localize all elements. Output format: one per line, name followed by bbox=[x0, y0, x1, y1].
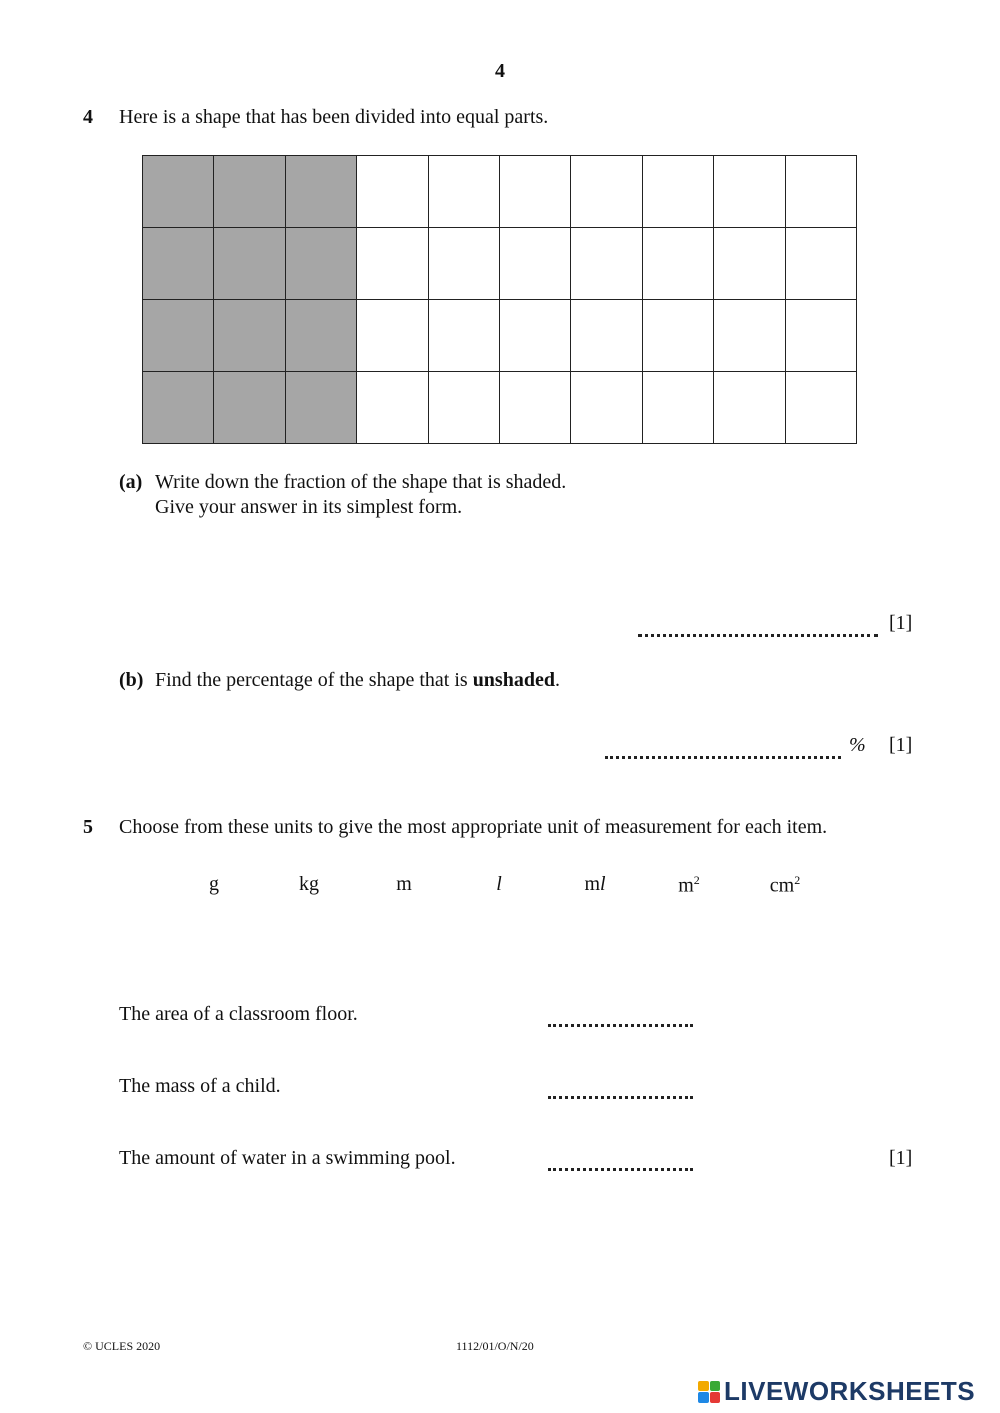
unit-m: m bbox=[396, 873, 412, 895]
grid-cell bbox=[571, 300, 642, 372]
answer-line-a[interactable] bbox=[638, 634, 878, 637]
answer-line-item-2[interactable] bbox=[548, 1096, 693, 1099]
part-b-text-bold: unshaded bbox=[472, 669, 555, 691]
grid-cell bbox=[786, 156, 857, 228]
part-b-text bbox=[155, 669, 560, 692]
brand-text: LIVEWORKSHEETS bbox=[724, 1376, 976, 1406]
part-b-text-start: Find the percentage of the shape that is bbox=[155, 669, 473, 691]
part-b-label: (b) bbox=[119, 669, 144, 691]
grid-cell bbox=[500, 300, 571, 372]
grid-cell bbox=[429, 228, 500, 300]
unit-cm2-base: cm bbox=[769, 874, 795, 897]
question-4-text: Here is a shape that has been divided into equal parts. bbox=[119, 106, 549, 128]
percent-sign: % bbox=[849, 734, 866, 756]
grid-cell-shaded bbox=[286, 372, 357, 444]
grid-cell bbox=[643, 300, 714, 372]
grid-cell bbox=[786, 228, 857, 300]
part-b-text-end: . bbox=[554, 669, 560, 691]
unit-m2 bbox=[659, 873, 719, 898]
grid-cell bbox=[714, 228, 785, 300]
question-5-number: 5 bbox=[83, 816, 93, 838]
item-2-text: The mass of a child. bbox=[119, 1075, 281, 1097]
grid-cell bbox=[357, 300, 428, 372]
grid-cell-shaded bbox=[214, 372, 285, 444]
footer-copyright: © UCLES 2020 bbox=[83, 1339, 161, 1353]
grid-cell-shaded bbox=[214, 228, 285, 300]
grid-cell bbox=[429, 300, 500, 372]
page-number: 4 bbox=[495, 60, 505, 82]
grid-cell-shaded bbox=[214, 300, 285, 372]
unit-m2-exponent: 2 bbox=[693, 873, 700, 887]
answer-line-b[interactable] bbox=[605, 756, 841, 759]
grid-cell bbox=[643, 372, 714, 444]
grid-cell bbox=[500, 156, 571, 228]
grid-cell bbox=[429, 156, 500, 228]
unit-ml bbox=[565, 873, 625, 896]
grid-cell bbox=[357, 156, 428, 228]
part-a-marks: [1] bbox=[889, 612, 913, 634]
unit-m2-base: m bbox=[678, 874, 694, 897]
unit-cm2-exponent: 2 bbox=[794, 873, 801, 887]
answer-line-item-1[interactable] bbox=[548, 1024, 693, 1027]
grid-cell bbox=[786, 372, 857, 444]
shape-grid bbox=[142, 155, 857, 444]
grid-cell bbox=[571, 372, 642, 444]
grid-cell bbox=[429, 372, 500, 444]
part-a-label: (a) bbox=[119, 471, 143, 493]
unit-kg: kg bbox=[299, 873, 319, 895]
liveworksheets-logo-icon bbox=[698, 1381, 720, 1403]
grid-cell-shaded bbox=[286, 300, 357, 372]
unit-g: g bbox=[209, 873, 219, 895]
grid-cell bbox=[357, 372, 428, 444]
brand[interactable] bbox=[698, 1376, 975, 1407]
grid-cell-shaded bbox=[214, 156, 285, 228]
grid-cell-shaded bbox=[143, 372, 214, 444]
part-b-marks: [1] bbox=[889, 734, 913, 756]
grid-cell-shaded bbox=[286, 228, 357, 300]
grid-cell bbox=[643, 156, 714, 228]
grid-cell bbox=[786, 300, 857, 372]
footer-code: 1112/01/O/N/20 bbox=[456, 1339, 534, 1353]
grid-cell-shaded bbox=[286, 156, 357, 228]
grid-cell bbox=[500, 372, 571, 444]
grid-cell bbox=[714, 372, 785, 444]
item-1-text: The area of a classroom floor. bbox=[119, 1003, 358, 1025]
grid-cell-shaded bbox=[143, 156, 214, 228]
grid-cell bbox=[643, 228, 714, 300]
question-5-text: Choose from these units to give the most appropriate unit of measurement for each item. bbox=[119, 816, 828, 838]
question-4-number: 4 bbox=[83, 106, 93, 128]
item-3-text: The amount of water in a swimming pool. bbox=[119, 1147, 456, 1169]
question-5-marks: [1] bbox=[889, 1147, 913, 1169]
grid-cell bbox=[357, 228, 428, 300]
unit-ml-l: l bbox=[600, 873, 606, 895]
grid-cell bbox=[571, 156, 642, 228]
part-a-text-line2: Give your answer in its simplest form. bbox=[155, 496, 463, 518]
unit-ml-prefix: m bbox=[584, 873, 600, 895]
answer-line-item-3[interactable] bbox=[548, 1168, 693, 1171]
unit-l: l bbox=[496, 873, 502, 895]
grid-cell bbox=[714, 300, 785, 372]
unit-cm2 bbox=[755, 873, 815, 898]
grid-cell bbox=[571, 228, 642, 300]
part-a-text-line1: Write down the fraction of the shape that is shaded. bbox=[155, 471, 567, 493]
grid-cell bbox=[714, 156, 785, 228]
grid-cell-shaded bbox=[143, 228, 214, 300]
grid-cell-shaded bbox=[143, 300, 214, 372]
grid-cell bbox=[500, 228, 571, 300]
